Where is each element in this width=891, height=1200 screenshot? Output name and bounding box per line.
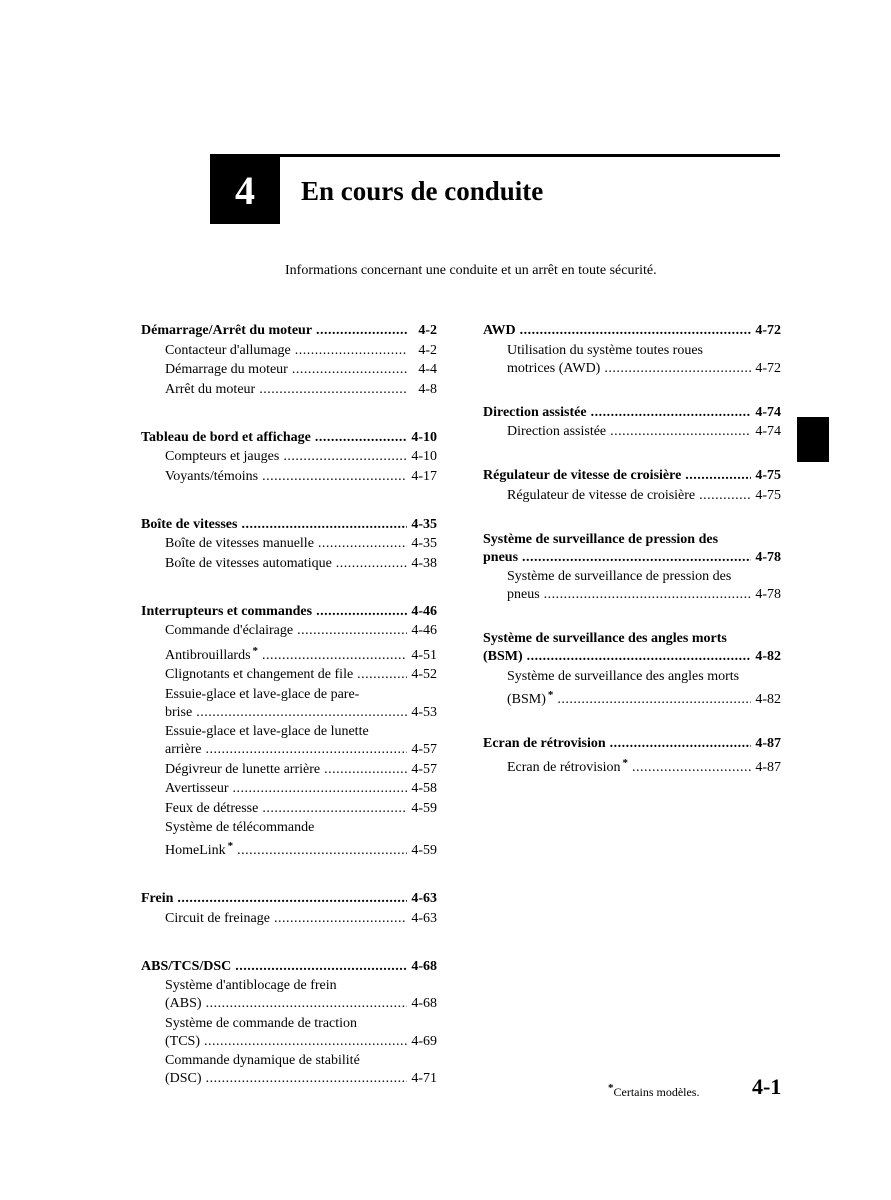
toc-entry-text: (DSC) [165, 1071, 202, 1086]
toc-entry[interactable] [141, 555, 437, 573]
toc-section-heading-text: pneus [483, 549, 519, 565]
toc-entry[interactable] [141, 1070, 437, 1088]
toc-entry-page: 4-78 [755, 587, 781, 602]
toc-section-heading[interactable] [141, 516, 437, 534]
asterisk-mark: * [227, 840, 234, 852]
toc-entry-line: Système de surveillance de pression des [507, 569, 732, 584]
toc-entry-text: Feux de détresse [165, 800, 259, 816]
toc-entry-page: 4-63 [411, 910, 437, 926]
toc-entry-page: 4-72 [755, 360, 781, 376]
dot-leader [292, 361, 407, 379]
toc-entry[interactable] [141, 468, 437, 486]
toc-section [141, 603, 437, 861]
toc-section-heading-page: 4-35 [411, 516, 437, 532]
toc-entry-text: Commande d'éclairage [165, 623, 294, 638]
toc-section-heading-text: Démarrage/Arrêt du moteur [141, 323, 313, 338]
toc-section-heading-page: 4-68 [411, 958, 437, 974]
toc-entry-text: (ABS) [165, 996, 202, 1011]
toc-section [483, 404, 781, 442]
dot-leader [699, 487, 751, 505]
footnote-star: * [608, 1082, 614, 1094]
chapter-rule [210, 154, 780, 157]
toc-section-heading[interactable] [483, 467, 781, 485]
toc-entry[interactable] [483, 360, 781, 378]
toc-entry[interactable] [483, 487, 781, 505]
toc-entry-page: 4-87 [755, 760, 781, 775]
toc-section-heading-text: Interrupteurs et commandes [141, 603, 313, 619]
toc-entry[interactable] [483, 754, 781, 777]
dot-leader [262, 800, 407, 818]
dot-leader [527, 648, 751, 666]
toc-section-heading[interactable] [483, 549, 781, 567]
toc-entry-text: Ecran de rétrovision * [507, 757, 629, 775]
toc-section [141, 429, 437, 486]
toc-entry-page: 4-59 [411, 843, 437, 858]
toc-entry-line: Essuie-glace et lave-glace de lunette [165, 724, 369, 739]
toc-entry-text: Compteurs et jauges [165, 449, 280, 464]
toc-entry-line: Système de commande de traction [165, 1015, 358, 1031]
dot-leader [274, 910, 407, 928]
dot-leader [297, 622, 407, 640]
toc-entry-text: Dégivreur de lunette arrière [165, 761, 321, 777]
toc-entry-text: Voyants/témoins [165, 468, 259, 484]
toc-entry[interactable] [483, 586, 781, 604]
toc-entry-text: Arrêt du moteur [165, 381, 256, 397]
page-number: 4-1 [752, 1074, 782, 1099]
toc-entry-text: Circuit de freinage [165, 910, 270, 926]
toc-section-heading-page: 4-74 [755, 404, 781, 420]
chapter-title: En cours de conduite [301, 176, 544, 206]
dot-leader [206, 741, 407, 759]
chapter-subtitle: Informations concernant une conduite et un arrêt en toute sécurité. [285, 263, 657, 278]
toc-entry[interactable] [141, 381, 437, 399]
dot-leader [204, 1033, 407, 1051]
toc-entry[interactable] [483, 423, 781, 441]
toc-entry-page: 4-51 [411, 647, 437, 663]
toc-section-heading[interactable] [483, 322, 781, 340]
toc-entry[interactable] [141, 1033, 437, 1051]
chapter-thumb-tab [797, 417, 829, 462]
toc-section-heading-page: 4-10 [411, 429, 437, 445]
toc-entry[interactable] [141, 761, 437, 779]
toc-section-heading[interactable] [483, 735, 781, 753]
footnote-text: Certains modèles. [613, 1085, 700, 1099]
toc-entry-page: 4-71 [411, 1071, 437, 1086]
dot-leader [336, 555, 407, 573]
asterisk-mark: * [547, 688, 554, 701]
toc-section [141, 890, 437, 928]
toc-section-heading-text: Direction assistée [483, 404, 587, 420]
toc-section-heading-page: 4-46 [411, 603, 437, 619]
toc-entry-text: motrices (AWD) [507, 360, 601, 376]
dot-leader [324, 761, 407, 779]
toc-section-heading-page: 4-72 [755, 323, 781, 338]
toc-entry[interactable] [141, 780, 437, 798]
toc-entry-line: Système d'antiblocage de frein [165, 978, 337, 993]
toc-entry-text: Antibrouillards * [165, 644, 259, 663]
toc-entry[interactable] [141, 910, 437, 928]
dot-leader [557, 691, 751, 709]
toc-entry-text: Régulateur de vitesse de croisière [507, 487, 696, 503]
dot-leader [237, 842, 407, 860]
toc-section-heading-page: 4-87 [755, 735, 781, 751]
toc-entry-text: arrière [165, 742, 202, 757]
toc-entry-text: HomeLink * [165, 840, 234, 858]
dot-leader [316, 603, 407, 621]
toc-entry[interactable] [483, 686, 781, 709]
toc-entry[interactable] [141, 704, 437, 722]
dot-leader [318, 535, 407, 553]
toc-entry[interactable] [141, 448, 437, 466]
toc-section-heading-text: Boîte de vitesses [141, 516, 238, 532]
toc-section-heading-text: Tableau de bord et affichage [141, 429, 311, 445]
dot-leader [235, 958, 407, 976]
toc-entry-page: 4-46 [411, 623, 437, 638]
toc-entry-page: 4-4 [418, 362, 437, 377]
toc-section-heading[interactable] [483, 404, 781, 422]
toc-section-heading-page: 4-78 [755, 549, 781, 565]
chapter-number: 4 [210, 157, 280, 224]
toc-section-heading[interactable] [141, 603, 437, 621]
toc-entry-page: 4-35 [411, 536, 437, 551]
dot-leader [685, 467, 751, 485]
dot-leader [591, 404, 751, 422]
toc-entry-line: Utilisation du système toutes roues [507, 342, 703, 358]
toc-section-heading-page: 4-2 [418, 323, 437, 338]
toc-section-heading-text: AWD [483, 323, 516, 338]
toc-entry-page: 4-69 [411, 1033, 437, 1049]
dot-leader [544, 586, 751, 604]
dot-leader [295, 342, 407, 360]
toc-entry-line: Essuie-glace et lave-glace de pare- [165, 686, 360, 702]
toc-section-heading-text: (BSM) [483, 649, 523, 664]
toc-entry[interactable] [141, 741, 437, 759]
toc-entry-page: 4-52 [411, 667, 437, 682]
dot-leader [196, 704, 407, 722]
toc-entry[interactable] [141, 642, 437, 665]
dot-leader [259, 381, 407, 399]
toc-section-heading-page: 4-82 [755, 649, 781, 664]
toc-entry-text: Avertisseur [165, 781, 229, 796]
asterisk-mark: * [622, 757, 629, 769]
asterisk-mark: * [252, 644, 259, 657]
toc-section-heading-text: Ecran de rétrovision [483, 735, 606, 751]
toc-entry-page: 4-74 [755, 424, 781, 439]
dot-leader [206, 995, 407, 1013]
toc-section [141, 958, 437, 1089]
toc-entry-line: Système de surveillance des angles morts [507, 668, 740, 684]
dot-leader [610, 423, 751, 441]
toc-entry-text: Boîte de vitesses manuelle [165, 536, 314, 551]
toc-section-heading[interactable] [141, 322, 437, 340]
dot-leader [177, 890, 407, 908]
toc-entry-page: 4-2 [418, 342, 437, 358]
dot-leader [610, 735, 751, 753]
footnote [606, 1082, 699, 1100]
toc-section [483, 630, 781, 709]
toc-right-column [483, 322, 781, 803]
dot-leader [520, 322, 751, 340]
toc-entry-text: Clignotants et changement de file [165, 667, 354, 682]
toc-section [483, 531, 781, 605]
toc-entry-text: Démarrage du moteur [165, 362, 288, 377]
toc-section-heading[interactable] [483, 648, 781, 666]
toc-entry-page: 4-68 [411, 996, 437, 1011]
toc-section-heading-line: Système de surveillance de pression des [483, 531, 719, 547]
toc-section [483, 467, 781, 505]
toc-section-heading-text: Régulateur de vitesse de croisière [483, 468, 682, 483]
dot-leader [522, 549, 751, 567]
toc-entry[interactable] [141, 800, 437, 818]
toc-section [483, 322, 781, 378]
toc-section-heading-page: 4-63 [411, 891, 437, 906]
toc-entry[interactable] [141, 342, 437, 360]
toc-entry-page: 4-53 [411, 704, 437, 720]
toc-section [141, 322, 437, 399]
dot-leader [206, 1070, 407, 1088]
toc-entry[interactable] [141, 622, 437, 640]
dot-leader [262, 468, 407, 486]
toc-entry-text: Boîte de vitesses automatique [165, 555, 332, 571]
dot-leader [357, 666, 407, 684]
dot-leader [283, 448, 407, 466]
toc-entry-text: Contacteur d'allumage [165, 342, 291, 358]
toc-entry[interactable] [141, 535, 437, 553]
toc-section [141, 516, 437, 573]
toc-entry-page: 4-58 [411, 781, 437, 796]
toc-section [483, 735, 781, 778]
toc-section-heading-line: Système de surveillance des angles morts [483, 631, 727, 646]
toc-entry-line: Commande dynamique de stabilité [165, 1053, 360, 1068]
toc-entry-page: 4-57 [411, 761, 437, 777]
toc-section-heading[interactable] [141, 429, 437, 447]
toc-section-heading-page: 4-75 [755, 468, 781, 483]
toc-entry-page: 4-57 [411, 742, 437, 757]
dot-leader [632, 759, 751, 777]
toc-entry-text: brise [165, 704, 193, 720]
toc-section-heading[interactable] [141, 890, 437, 908]
toc-section-heading-text: Frein [141, 891, 174, 906]
toc-entry-text: (TCS) [165, 1033, 200, 1049]
toc-entry-page: 4-75 [755, 487, 781, 503]
toc-entry-text: pneus [507, 587, 540, 602]
dot-leader [315, 429, 407, 447]
dot-leader [604, 360, 751, 378]
toc-entry-page: 4-17 [411, 468, 437, 484]
toc-entry-page: 4-10 [411, 449, 437, 464]
toc-entry-page: 4-59 [411, 800, 437, 816]
toc-left-column [141, 322, 437, 1118]
toc-entry[interactable] [141, 837, 437, 860]
toc-entry-page: 4-8 [418, 381, 437, 397]
toc-section-heading-text: ABS/TCS/DSC [141, 958, 232, 974]
dot-leader [262, 647, 407, 665]
toc-entry-text: (BSM) * [507, 688, 554, 707]
toc-entry-page: 4-38 [411, 555, 437, 571]
toc-section-heading[interactable] [141, 958, 437, 976]
dot-leader [233, 780, 408, 798]
toc-entry[interactable] [141, 666, 437, 684]
toc-entry[interactable] [141, 361, 437, 379]
toc-entry-page: 4-82 [755, 691, 781, 707]
toc-entry[interactable] [141, 995, 437, 1013]
dot-leader [241, 516, 407, 534]
toc-entry-text: Direction assistée [507, 424, 607, 439]
toc-entry-line: Système de télécommande [165, 820, 315, 835]
dot-leader [316, 322, 407, 340]
